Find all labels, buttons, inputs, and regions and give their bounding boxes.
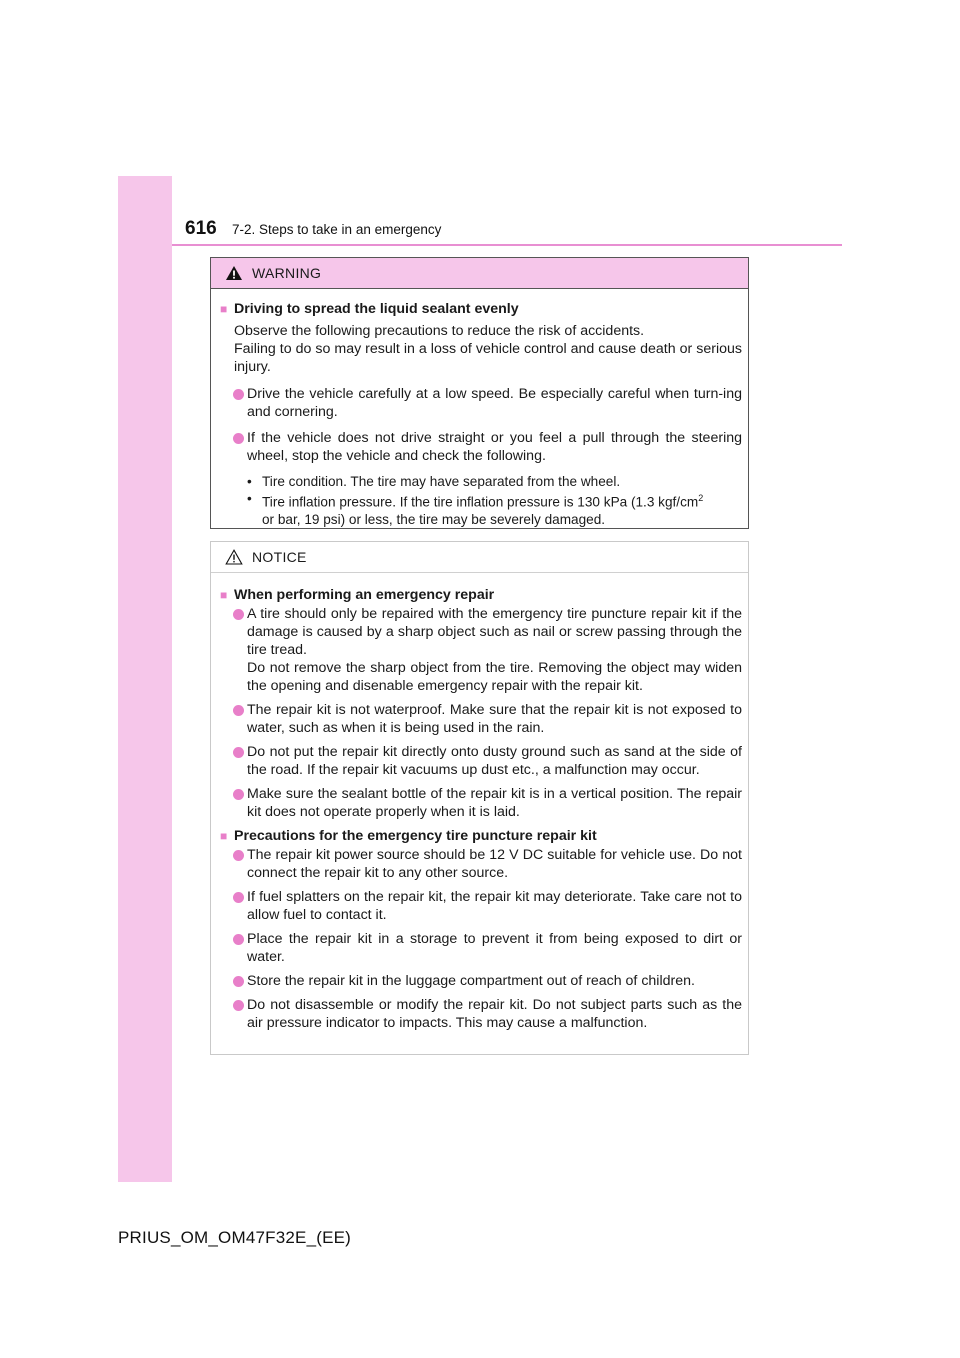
warning-bullet: If the vehicle does not drive straight or you feel a pull through the steering wheel, stop the vehicle and check the following. (233, 429, 742, 465)
notice-bullet: The repair kit power source should be 12 V DC suitable for vehicle use. Do not connect the repair kit to any other source. (233, 846, 742, 882)
circle-bullet-icon (233, 429, 247, 443)
notice-triangle-icon (225, 549, 243, 565)
warning-sub-list (247, 473, 742, 528)
circle-bullet-icon (233, 785, 247, 799)
warning-triangle-icon (225, 265, 243, 281)
notice-heading-2: ■ Precautions for the emergency tire puncture repair kit (220, 828, 597, 844)
square-bullet-icon: ■ (220, 829, 228, 843)
circle-bullet-icon (233, 385, 247, 399)
circle-bullet-icon (233, 996, 247, 1010)
notice-bullet: Place the repair kit in a storage to prevent it from being exposed to dirt or water. (233, 930, 742, 966)
header-rule (172, 244, 842, 246)
notice-continuation: Do not remove the sharp object from the tire. Removing the object may widen the opening and disenable emergency repair with the repair kit. (247, 660, 742, 694)
warning-intro: Observe the following precautions to reduce the risk of accidents. (234, 323, 645, 339)
notice-bullet: If fuel splatters on the repair kit, the repair kit may deteriorate. Take care not to allow fuel to contact it. (233, 888, 742, 924)
notice-bullet: Make sure the sealant bottle of the repair kit is in a vertical position. The repair kit does not operate properly when it is laid. (233, 785, 742, 821)
notice-bullet: A tire should only be repaired with the emergency tire puncture repair kit if the damage is caused by a sharp object such as nail or screw passing through the tire tread. (233, 605, 742, 659)
circle-bullet-icon (233, 743, 247, 757)
warning-box (210, 257, 749, 529)
notice-heading-1: ■ When performing an emergency repair (220, 587, 495, 603)
document-code: PRIUS_OM_OM47F32E_(EE) (118, 1228, 352, 1247)
sub-item: • Tire inflation pressure. If the tire inflation pressure is 130 kPa (1.3 kgf/$cm^2$ (247, 491, 704, 510)
notice-title: NOTICE (252, 549, 307, 565)
circle-bullet-icon (233, 701, 247, 715)
warning-body (211, 300, 748, 528)
notice-box (210, 541, 749, 1055)
square-bullet-icon: ■ (220, 302, 228, 316)
circle-bullet-icon (233, 846, 247, 860)
side-band (118, 176, 172, 1182)
section-title: 7-2. Steps to take in an emergency (232, 222, 442, 237)
notice-bullet: The repair kit is not waterproof. Make sure that the repair kit is not exposed to water, such as when it is being used in the rain. (233, 701, 742, 737)
sub-item-continued: or bar, 19 psi) or less, the tire may be severely damaged. (262, 511, 606, 527)
superscript: 2 (698, 493, 704, 503)
sub-item: • Tire condition. The tire may have separated from the wheel. (247, 474, 621, 489)
warning-heading: ■ Driving to spread the liquid sealant evenly (220, 301, 519, 317)
circle-bullet-icon (233, 605, 247, 619)
page-number: 616 (185, 218, 217, 239)
circle-bullet-icon (233, 972, 247, 986)
notice-body (211, 586, 748, 1032)
warning-intro-2: Failing to do so may result in a loss of vehicle control and cause death or serious injury. (234, 341, 742, 375)
warning-bullet: Drive the vehicle carefully at a low speed. Be especially careful when turn-ing and cornering. (233, 385, 742, 421)
warning-title: WARNING (252, 265, 322, 281)
notice-bullet: Do not put the repair kit directly onto dusty ground such as sand at the side of the road. If the repair kit vacuums up dust etc., a malfunction may occur. (233, 743, 742, 779)
notice-bullet: Do not disassemble or modify the repair kit. Do not subject parts such as the air pressure indicator to impacts. This may cause a malfunction. (233, 996, 742, 1032)
warning-header (211, 258, 748, 289)
circle-bullet-icon (233, 888, 247, 902)
circle-bullet-icon (233, 930, 247, 944)
square-bullet-icon: ■ (220, 588, 228, 602)
notice-header (211, 542, 748, 573)
notice-bullet: Store the repair kit in the luggage compartment out of reach of children. (233, 972, 742, 990)
